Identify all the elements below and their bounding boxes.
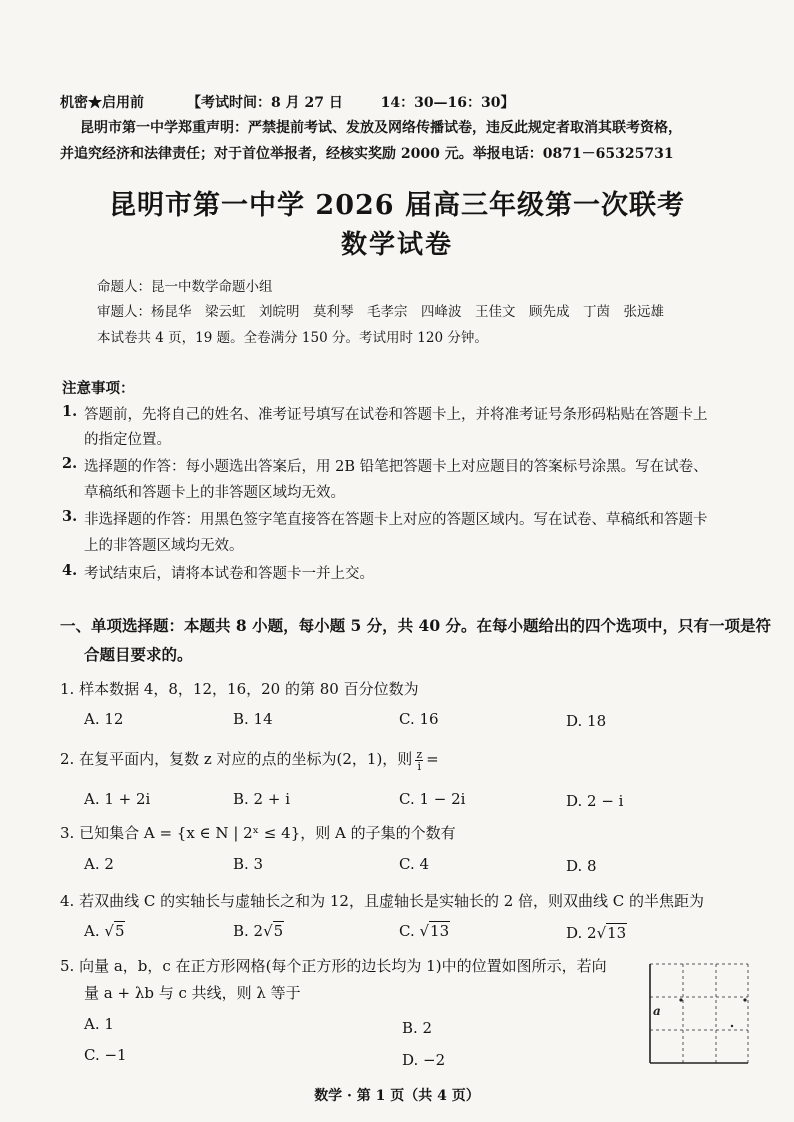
- q4-option-d: [566, 924, 627, 942]
- q4-option-a-prefix: A. √: [84, 922, 114, 940]
- q2-stem: [60, 748, 439, 772]
- q4-option-b-prefix: B. 2√: [233, 922, 273, 940]
- exam-info-line: 本试卷共 4 页，19 题。全卷满分 150 分。考试用时 120 分钟。: [97, 330, 488, 346]
- q2-option-c: C. 1 − 2i: [399, 790, 466, 808]
- q2-fraction-denominator: i: [417, 759, 421, 773]
- q3-option-c: C. 4: [399, 855, 430, 873]
- page-footer: 数学 · 第 1 页（共 4 页）: [314, 1088, 480, 1104]
- q4-option-d-radicand: 13: [607, 924, 627, 942]
- q1-option-c: C. 16: [399, 710, 439, 728]
- note-1-number: 1.: [62, 403, 78, 420]
- q2-stem-text: 2. 在复平面内，复数 z 对应的点的坐标为(2，1)，则: [60, 750, 413, 768]
- note-3-number: 3.: [62, 508, 78, 525]
- note-2-line-1: 选择题的作答：每小题选出答案后，用 2B 铅笔把答题卡上对应题目的答案标号涂黑。写在试卷、: [84, 459, 708, 475]
- q4-option-d-prefix: D. 2√: [566, 924, 607, 942]
- q5-stem-line-1: 5. 向量 a，b，c 在正方形网格(每个正方形的边长均为 1)中的位置如图所示，若向: [60, 957, 607, 975]
- q4-option-a-radicand: 5: [114, 922, 125, 940]
- q4-option-c: [399, 922, 450, 940]
- q3-option-d: D. 8: [566, 857, 597, 875]
- author-line: 命题人：昆一中数学命题小组: [97, 279, 273, 295]
- q2-stem-tail: =: [426, 750, 439, 768]
- q2-fraction: [415, 749, 423, 772]
- q5-option-d: D. −2: [402, 1051, 446, 1069]
- vector-a-label: a: [653, 1004, 661, 1018]
- q4-option-c-prefix: C. √: [399, 922, 430, 940]
- exam-time: 【考试时间：8 月 27 日 14：30—16：30】: [187, 95, 515, 111]
- q2-fraction-numerator: z: [416, 747, 423, 761]
- q5-option-a: A. 1: [84, 1015, 114, 1033]
- q4-option-b: [233, 922, 284, 940]
- note-1-line-1: 答题前，先将自己的姓名、准考证号填写在试卷和答题卡上，并将准考证号条形码粘贴在答题卡上: [84, 407, 708, 423]
- q5-stem-line-2: 量 a + λb 与 c 共线，则 λ 等于: [84, 984, 301, 1002]
- q4-option-b-radicand: 5: [273, 922, 284, 940]
- q1-stem: 1. 样本数据 4，8，12，16，20 的第 80 百分位数为: [60, 680, 419, 698]
- q3-stem: 3. 已知集合 A = {x ∈ N | 2ˣ ≤ 4}，则 A 的子集的个数有: [60, 824, 456, 842]
- q5-option-c: C. −1: [84, 1046, 127, 1064]
- note-2-number: 2.: [62, 455, 78, 472]
- q2-option-d: D. 2 − i: [566, 792, 624, 810]
- notes-heading: 注意事项：: [62, 380, 135, 397]
- note-4-number: 4.: [62, 562, 78, 579]
- grid-lines: [650, 964, 748, 1063]
- q3-option-a: A. 2: [84, 855, 114, 873]
- note-4-line-1: 考试结束后，请将本试卷和答题卡一并上交。: [84, 566, 374, 582]
- q1-option-d: D. 18: [566, 712, 607, 730]
- note-2-line-2: 草稿纸和答题卡上的非答题区域均无效。: [84, 485, 345, 501]
- note-3-line-2: 上的非答题区域均无效。: [84, 538, 244, 554]
- vector-endpoint-dot: [679, 998, 682, 1001]
- q4-option-a: [84, 922, 125, 940]
- section-1-heading-line-2: 合题目要求的。: [84, 645, 193, 664]
- q1-option-a: A. 12: [84, 710, 124, 728]
- q5-option-b: B. 2: [402, 1019, 433, 1037]
- statement-line-1: 昆明市第一中学郑重声明：严禁提前考试、发放及网络传播试卷，违反此规定者取消其联考资格，: [80, 120, 682, 136]
- q4-stem: 4. 若双曲线 C 的实轴长与虚轴长之和为 12，且虚轴长是实轴长的 2 倍，则双曲线 C 的半焦距为: [60, 892, 705, 910]
- q4-option-c-radicand: 13: [430, 922, 450, 940]
- q1-option-b: B. 14: [233, 710, 273, 728]
- note-1-line-2: 的指定位置。: [84, 432, 171, 448]
- q5-vector-grid-figure: [646, 960, 752, 1068]
- vector-endpoint-dot: [731, 1025, 733, 1027]
- exam-title: 昆明市第一中学 2026 届高三年级第一次联考: [109, 190, 685, 221]
- exam-subject: 数学试卷: [340, 230, 453, 260]
- q3-option-b: B. 3: [233, 855, 264, 873]
- vector-endpoint-dot: [743, 998, 746, 1001]
- statement-line-2: 并追究经济和法律责任；对于首位举报者，经核实奖励 2000 元。举报电话：0871－65325731: [60, 146, 674, 162]
- reviewers-line: 审题人：杨昆华 梁云虹 刘皖明 莫利琴 毛孝宗 四峰波 王佳文 顾先成 丁茵 张远雄: [97, 304, 664, 320]
- confidential-label: 机密★启用前: [60, 95, 144, 111]
- note-3-line-1: 非选择题的作答：用黑色签字笔直接答在答题卡上对应的答题区域内。写在试卷、草稿纸和答题卡: [84, 512, 708, 528]
- q2-option-b: B. 2 + i: [233, 790, 291, 808]
- q2-option-a: A. 1 + 2i: [84, 790, 151, 808]
- section-1-heading-line-1: 一、单项选择题：本题共 8 小题，每小题 5 分，共 40 分。在每小题给出的四个选项中，只有一项是符: [60, 616, 772, 635]
